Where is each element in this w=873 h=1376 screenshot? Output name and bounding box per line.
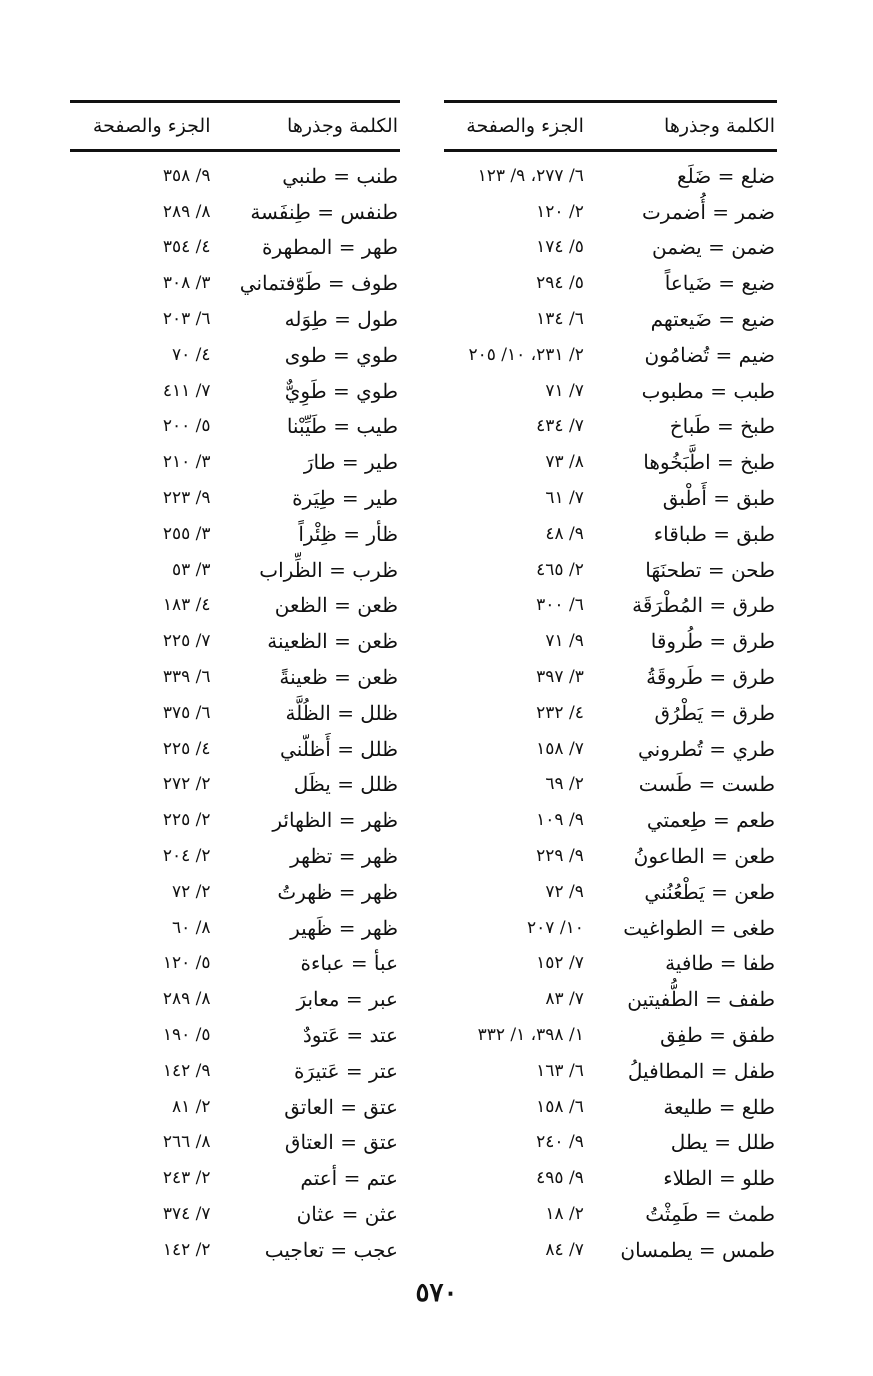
index-word: طفل = المطافيلُ: [627, 1058, 775, 1083]
index-word: طعن = يَطْعُنُني: [644, 879, 775, 904]
index-row: [70, 874, 400, 910]
index-row: [70, 409, 400, 445]
index-row: [70, 1160, 400, 1196]
index-page-reference: ٤/ ٣٥٤: [162, 237, 211, 258]
header-bottom-rule: [444, 149, 777, 152]
index-row: [444, 444, 777, 480]
index-word: طول = طِوَله: [284, 307, 398, 332]
index-page-reference: ٢/ ٢٠٤: [162, 846, 211, 867]
index-page-reference: ٩/ ٤٩٥: [536, 1168, 584, 1189]
index-word: طرق = يَطْرُق: [654, 700, 775, 725]
index-word: ضيع = ضَيعتهم: [650, 307, 775, 332]
index-page-reference: ٧/ ١٥٨: [536, 738, 584, 759]
index-word: ظعن = ظعينةً: [279, 665, 398, 690]
index-row: [70, 981, 400, 1017]
index-row: [70, 265, 400, 301]
index-word: ظهر = ظهرتُ: [277, 879, 398, 904]
index-word: ضيع = ضَياعاً: [664, 271, 775, 296]
index-page-reference: ٤/ ٢٢٥: [162, 738, 211, 759]
index-row: [70, 373, 400, 409]
page-number: ٥٧٠: [415, 1278, 458, 1308]
index-page-reference: ٣/ ٣٩٧: [536, 667, 584, 688]
index-page-reference: ٧/ ٦١: [545, 488, 584, 509]
index-word: ظهر = الظهائر: [272, 808, 398, 833]
index-word: طنفس = طِنفَسة: [250, 199, 398, 224]
index-row: [70, 1125, 400, 1161]
index-row: [70, 1089, 400, 1125]
index-row: [444, 373, 777, 409]
index-page-reference: ٢/ ٦٩: [545, 774, 584, 795]
index-row: [444, 1089, 777, 1125]
index-rows: [444, 158, 777, 1268]
index-page-reference: ٦/ ٢٠٣: [162, 309, 211, 330]
index-word: عتر = عَتيرَة: [294, 1058, 398, 1083]
index-word: ظلل = الظُلَّة: [285, 700, 398, 725]
index-page-reference: ٧/ ٨٣: [545, 989, 584, 1010]
index-word: ظعن = الظعن: [274, 593, 398, 618]
index-page-reference: ٩/ ٤٨: [545, 523, 584, 544]
index-row: [444, 409, 777, 445]
header-bottom-rule: [70, 149, 400, 152]
index-row: [444, 802, 777, 838]
index-page-reference: ١٠/ ٢٠٧: [527, 917, 584, 938]
index-row: [444, 874, 777, 910]
index-page-reference: ٦/ ٢٧٧، ٩/ ١٢٣: [477, 165, 584, 186]
index-row: [444, 1232, 777, 1268]
index-row: [70, 767, 400, 803]
index-row: [70, 695, 400, 731]
index-page-reference: ٢/ ١٤٢: [162, 1239, 211, 1260]
index-word: طوي = طَوِيٌّ: [284, 378, 398, 403]
index-word: طفف = الطُّفيتين: [627, 987, 775, 1012]
index-word: طبق = أَطْبق: [662, 486, 775, 511]
index-row: [70, 230, 400, 266]
index-word: طلل = يطل: [670, 1130, 775, 1155]
index-row: [70, 301, 400, 337]
index-page-reference: ٩/ ٧١: [545, 631, 584, 652]
index-row: [70, 552, 400, 588]
index-page-reference: ٧/ ٧١: [545, 380, 584, 401]
index-page-reference: ٥/ ١٧٤: [536, 237, 584, 258]
index-row: [70, 337, 400, 373]
index-row: [444, 230, 777, 266]
index-row: [444, 731, 777, 767]
index-page-reference: ٩/ ٣٥٨: [162, 165, 211, 186]
index-page-reference: ٧/ ٢٢٥: [162, 631, 211, 652]
index-word: ظهر = تظهر: [290, 844, 398, 869]
index-word: ضيم = تُضامُون: [644, 342, 775, 367]
index-row: [70, 516, 400, 552]
index-page-reference: ٦/ ١٥٨: [536, 1096, 584, 1117]
index-page-reference: ٧/ ٤١١: [162, 380, 211, 401]
index-row: [444, 1160, 777, 1196]
index-page-reference: ٦/ ٣٧٥: [162, 702, 211, 723]
index-row: [444, 516, 777, 552]
index-page-reference: ٧/ ٨٤: [545, 1239, 584, 1260]
index-word: طعم = طِعمتي: [646, 808, 775, 833]
index-word: عتق = العاتق: [284, 1094, 398, 1119]
index-row: [70, 623, 400, 659]
index-word: عجب = تعاجيب: [264, 1237, 398, 1262]
index-row: [70, 444, 400, 480]
index-page-reference: ٨/ ٢٨٩: [162, 989, 211, 1010]
index-word: ضلع = ضَلَع: [677, 163, 775, 188]
index-page-reference: ٥/ ١٢٠: [162, 953, 211, 974]
index-row: [70, 731, 400, 767]
index-word: عبأ = عباءة: [300, 951, 398, 976]
index-row: [444, 695, 777, 731]
index-page-reference: ٩/ ٢٢٣: [162, 488, 211, 509]
index-row: [70, 194, 400, 230]
index-page-reference: ٢/ ٢٧٢: [162, 774, 211, 795]
index-page-reference: ٣/ ٢١٠: [162, 452, 211, 473]
index-row: [444, 588, 777, 624]
index-row: [444, 480, 777, 516]
index-page-reference: ٧/ ١٥٢: [536, 953, 584, 974]
column-header: [444, 103, 777, 149]
index-word: طعن = الطاعونُ: [633, 844, 775, 869]
index-page-reference: ٦/ ١٦٣: [536, 1060, 584, 1081]
index-row: [444, 301, 777, 337]
index-word: طبخ = طَباخ: [669, 414, 775, 439]
index-row: [444, 158, 777, 194]
index-word: طهر = المطهرة: [262, 235, 398, 260]
index-word: ضمن = يضمن: [652, 235, 775, 260]
index-word: طست = طَست: [638, 772, 775, 797]
header-page-label: الجزء والصفحة: [92, 115, 211, 137]
index-row: [444, 946, 777, 982]
index-page-reference: ٩/ ١٤٢: [162, 1060, 211, 1081]
index-page-reference: ٨/ ٢٦٦: [162, 1132, 211, 1153]
index-word: عتق = العتاق: [284, 1130, 398, 1155]
index-word: ظهر = ظَهير: [290, 915, 398, 940]
index-row: [444, 1053, 777, 1089]
index-row: [444, 1196, 777, 1232]
index-word: طبب = مطبوب: [641, 378, 775, 403]
index-row: [70, 1053, 400, 1089]
index-row: [70, 659, 400, 695]
index-page-reference: ٧/ ٣٧٤: [162, 1204, 211, 1224]
index-row: [70, 1232, 400, 1268]
index-row: [444, 838, 777, 874]
index-word: عتد = عَتودٌ: [302, 1023, 398, 1048]
index-page-reference: ٤/ ١٨٣: [162, 595, 211, 616]
index-page-reference: ٢/ ٨١: [171, 1096, 211, 1117]
index-word: طفق = طفِق: [660, 1023, 775, 1048]
index-word: طيب = طَيِّبْنا: [286, 414, 398, 439]
index-rows: [70, 158, 400, 1268]
index-row: [70, 158, 400, 194]
index-page-reference: ٦/ ٣٣٩: [162, 667, 211, 688]
index-word: طوف = طَوّفتماني: [239, 271, 398, 296]
index-page-reference: ٢/ ٢٢٥: [162, 810, 211, 831]
index-word: طير = طِيَرة: [292, 486, 398, 511]
index-page-reference: ٣/ ٢٥٥: [162, 523, 211, 544]
index-row: [444, 552, 777, 588]
index-row: [70, 910, 400, 946]
index-page-reference: ٦/ ١٣٤: [536, 309, 584, 330]
index-page-reference: ٥/ ٢٩٤: [536, 273, 584, 294]
index-row: [444, 623, 777, 659]
index-page-reference: ٢/ ٢٣١، ١٠/ ٢٠٥: [468, 344, 584, 365]
index-page-reference: ٦/ ٣٠٠: [536, 595, 584, 616]
index-page-reference: ٥/ ٢٠٠: [162, 416, 211, 437]
header-page-label: الجزء والصفحة: [466, 115, 584, 137]
index-row: [70, 802, 400, 838]
index-page-reference: ١/ ٣٩٨، ١/ ٣٣٢: [477, 1025, 584, 1046]
index-page-reference: ٣/ ٥٣: [171, 559, 211, 580]
index-page-reference: ٢/ ١٨: [545, 1204, 584, 1224]
index-page-reference: ٤/ ٢٣٢: [536, 702, 584, 723]
index-page-reference: ٢/ ٢٤٣: [162, 1168, 211, 1189]
index-row: [444, 981, 777, 1017]
index-row: [444, 659, 777, 695]
index-word: ظلل = أَظلّني: [280, 736, 398, 761]
index-row: [70, 1196, 400, 1232]
index-page-reference: ٣/ ٣٠٨: [162, 273, 211, 294]
index-row: [444, 265, 777, 301]
header-word-label: الكلمة وجذرها: [287, 115, 398, 137]
index-page-reference: ٩/ ١٠٩: [536, 810, 584, 831]
index-row: [444, 1125, 777, 1161]
index-row: [444, 194, 777, 230]
index-page-reference: ٨/ ٧٣: [545, 452, 584, 473]
index-word: طمس = يطمسان: [620, 1237, 775, 1262]
index-page-reference: ٩/ ٢٢٩: [536, 846, 584, 867]
index-word: ظعن = الظعينة: [267, 629, 398, 654]
index-word: طمث = طَمِثْتُ: [645, 1202, 775, 1226]
index-word: طغى = الطواغيت: [623, 915, 775, 940]
index-word: ظرب = الظِّراب: [259, 557, 398, 582]
index-word: طري = تُطروني: [638, 736, 775, 761]
index-page-reference: ٩/ ٢٤٠: [536, 1132, 584, 1153]
index-word: طفا = طافية: [665, 951, 775, 976]
index-word: طنب = طنبي: [282, 163, 398, 188]
index-word: عثن = عثان: [296, 1202, 398, 1226]
index-row: [70, 946, 400, 982]
index-page-reference: ٢/ ٧٢: [171, 881, 211, 902]
index-word: طلع = طليعة: [663, 1094, 775, 1119]
index-row: [70, 1017, 400, 1053]
index-word: ظأر = ظِئْراً: [298, 521, 398, 546]
index-word: طلو = الطلاء: [663, 1166, 775, 1191]
index-page-reference: ٤/ ٧٠: [171, 344, 211, 365]
index-row: [70, 838, 400, 874]
index-word: طير = طارَ: [303, 450, 398, 475]
index-page-reference: ٢/ ٤٦٥: [536, 559, 584, 580]
index-page-reference: ٨/ ٦٠: [171, 917, 211, 938]
index-word: ضمر = أُضمرت: [641, 199, 775, 224]
index-word: طرق = طُروقا: [650, 629, 775, 654]
index-page-reference: ٢/ ١٢٠: [536, 201, 584, 222]
index-word: طحن = تطحنَهَا: [645, 557, 775, 582]
index-word: طبق = طباقاء: [653, 521, 775, 546]
header-word-label: الكلمة وجذرها: [664, 115, 775, 137]
index-page-reference: ٩/ ٧٢: [545, 881, 584, 902]
index-word: طرق = طَروقَةُ: [646, 665, 775, 690]
index-page-reference: ٧/ ٤٣٤: [536, 416, 584, 437]
index-row: [444, 910, 777, 946]
index-word: طوي = طوى: [284, 342, 398, 367]
right-index-column: [444, 100, 777, 1268]
index-row: [444, 1017, 777, 1053]
index-row: [444, 337, 777, 373]
index-page-reference: ٥/ ١٩٠: [162, 1025, 211, 1046]
index-word: عتم = أعتم: [300, 1166, 398, 1191]
column-header: [70, 103, 400, 149]
index-page-reference: ٨/ ٢٨٩: [162, 201, 211, 222]
index-word: طبخ = اطَّبَخُوها: [643, 450, 775, 475]
index-word: عبر = معابرَ: [296, 987, 398, 1012]
left-index-column: [70, 100, 400, 1268]
index-word: ظلل = يظَل: [293, 772, 398, 797]
index-word: طرق = المُطْرَقَة: [632, 593, 775, 618]
index-row: [70, 588, 400, 624]
index-row: [70, 480, 400, 516]
index-row: [444, 767, 777, 803]
